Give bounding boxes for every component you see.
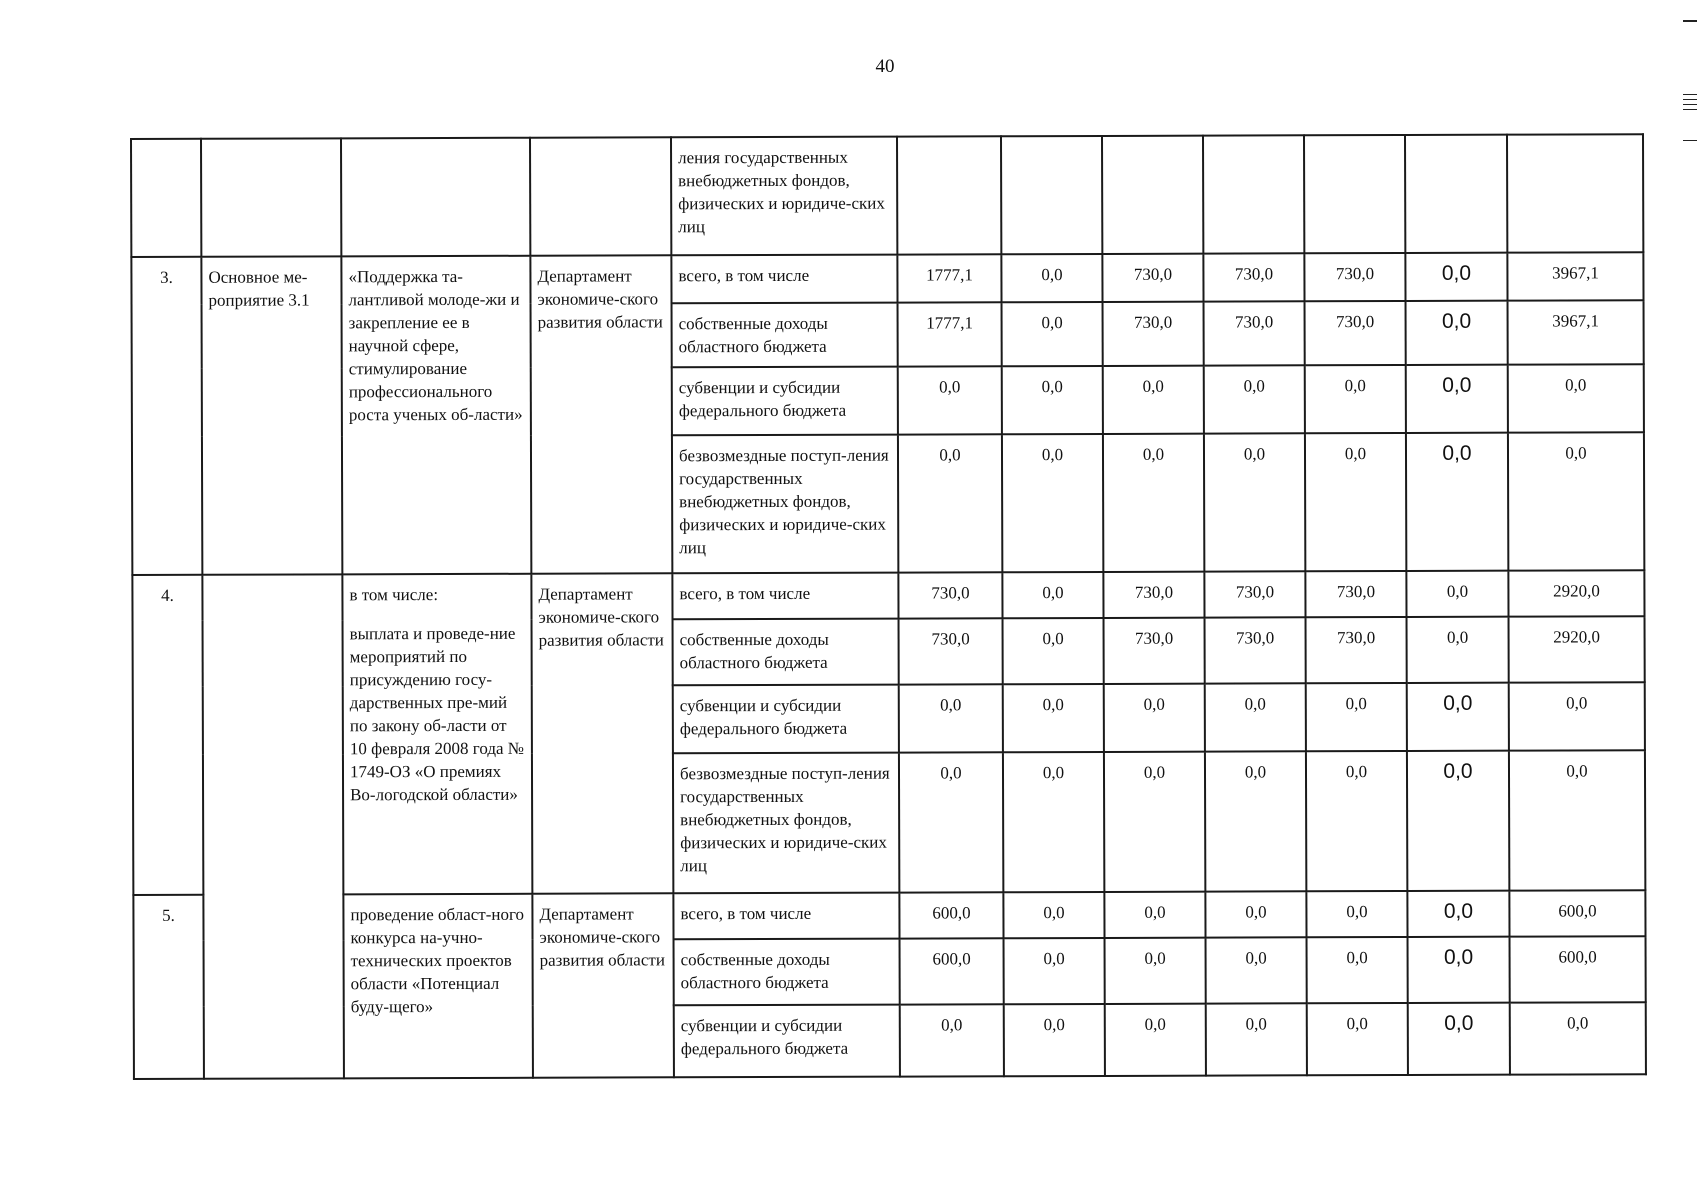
- source-cell: безвозмездные поступ-ления государственных внебюджетных фондов, физических и юридиче-ских лиц: [673, 753, 899, 894]
- cell-empty: [131, 139, 201, 257]
- event-name-cell: проведение област-ного конкурса на-учно-технических проектов области «Потенциал буду-щего»: [343, 894, 533, 1079]
- cell-empty: [201, 138, 341, 256]
- value-cell: 0,0: [1002, 366, 1103, 434]
- source-cell: собственные доходы областного бюджета: [672, 303, 898, 368]
- value-cell: 0,0: [1305, 365, 1406, 433]
- event-name: выплата и проведе-ние мероприятий по присуждению госу-дарственных пре-мий по закону об-ласти от 10 февраля 2008 года № 1749-ОЗ «О премиях Во-логодской области»: [349, 623, 525, 805]
- value-cell: 730,0: [1102, 254, 1203, 302]
- value-cell: 730,0: [898, 572, 1002, 618]
- value-cell: 2920,0: [1508, 570, 1644, 616]
- value-cell: 0,0: [1205, 751, 1306, 891]
- event-name-header: в том числе:: [349, 585, 439, 605]
- value-cell: 0,0: [1206, 937, 1307, 1003]
- value-cell: 600,0: [1509, 890, 1645, 936]
- scan-edge-marks: [1683, 20, 1697, 145]
- table-row-continued: [131, 134, 1643, 257]
- value-cell: 0,0: [1205, 683, 1306, 751]
- source-cell: собственные доходы областного бюджета: [673, 619, 899, 686]
- value-cell: 600,0: [900, 938, 1004, 1004]
- status-cell: [202, 574, 344, 1078]
- value-cell: 730,0: [1304, 253, 1405, 301]
- value-cell: 0,0: [1206, 1003, 1307, 1075]
- value-cell: 2920,0: [1509, 616, 1645, 682]
- value-cell: 0,0: [1406, 433, 1508, 571]
- executor-cell: Департамент экономиче-ского развития области: [530, 255, 672, 573]
- cell-empty: [897, 136, 1001, 254]
- table-row: [133, 890, 1645, 941]
- cell-empty: [1102, 136, 1203, 254]
- value-cell: 0,0: [1406, 365, 1508, 433]
- row-number: 5.: [133, 895, 204, 1079]
- cell-empty: [1507, 134, 1643, 252]
- value-cell: 0,0: [1306, 751, 1407, 891]
- executor-cell: Департамент экономиче-ского развития области: [531, 573, 673, 893]
- value-cell: 730,0: [1104, 618, 1205, 684]
- cell-empty: [1001, 136, 1102, 254]
- table-row: [132, 570, 1644, 621]
- value-cell: 600,0: [1510, 936, 1646, 1002]
- value-cell: 0,0: [1408, 937, 1510, 1003]
- event-name-cell: [342, 574, 532, 895]
- value-cell: 0,0: [1003, 892, 1104, 938]
- cell-empty: [530, 137, 671, 255]
- value-cell: 0,0: [1104, 684, 1205, 752]
- value-cell: 730,0: [1204, 301, 1305, 365]
- value-cell: 0,0: [899, 684, 1003, 752]
- value-cell: 0,0: [1003, 752, 1104, 892]
- value-cell: 0,0: [1306, 891, 1407, 937]
- value-cell: 0,0: [1002, 434, 1103, 572]
- value-cell: 0,0: [1508, 364, 1644, 432]
- value-cell: 0,0: [1509, 682, 1645, 750]
- value-cell: 0,0: [1407, 891, 1509, 937]
- value-cell: 0,0: [898, 434, 1002, 572]
- value-cell: 730,0: [1103, 572, 1204, 618]
- value-cell: 730,0: [1203, 253, 1304, 301]
- budget-table: [130, 133, 1647, 1080]
- value-cell: 730,0: [1306, 617, 1407, 683]
- source-cell: субвенции и субсидии федерального бюджета: [674, 1005, 900, 1078]
- value-cell: 0,0: [1307, 1003, 1408, 1075]
- cell-empty: [1405, 135, 1507, 253]
- value-cell: 0,0: [1103, 366, 1204, 434]
- value-cell: 0,0: [1004, 1004, 1105, 1076]
- value-cell: 1777,1: [898, 302, 1002, 366]
- value-cell: 0,0: [1406, 571, 1508, 617]
- event-name-cell: «Поддержка та-лантливой молоде-жи и закрепление ее в научной сфере, стимулирование профессионального роста ученых об-ласти»: [341, 256, 531, 575]
- value-cell: 730,0: [1305, 301, 1406, 365]
- source-cell: безвозмездные поступ-ления государственных внебюджетных фондов, физических и юридиче-ских лиц: [672, 435, 898, 574]
- value-cell: 0,0: [1307, 937, 1408, 1003]
- value-cell: 0,0: [1104, 752, 1205, 892]
- value-cell: 600,0: [899, 892, 1003, 938]
- value-cell: 0,0: [900, 1004, 1004, 1076]
- executor-cell: Департамент экономиче-ского развития области: [532, 893, 674, 1077]
- value-cell: 3967,1: [1507, 252, 1643, 300]
- source-cell: всего, в том числе: [671, 255, 897, 304]
- value-cell: 0,0: [1001, 254, 1102, 302]
- value-cell: 0,0: [1104, 892, 1205, 938]
- value-cell: 730,0: [1205, 617, 1306, 683]
- value-cell: 0,0: [1103, 434, 1204, 572]
- value-cell: 0,0: [1205, 891, 1306, 937]
- value-cell: 0,0: [1002, 572, 1103, 618]
- value-cell: 0,0: [1508, 432, 1644, 570]
- value-cell: 0,0: [1510, 1002, 1646, 1074]
- value-cell: 0,0: [1509, 750, 1645, 890]
- value-cell: 730,0: [1103, 302, 1204, 366]
- value-cell: 0,0: [1003, 684, 1104, 752]
- row-number: 3.: [131, 257, 202, 575]
- value-cell: 730,0: [899, 618, 1003, 684]
- source-cell: ления государственных внебюджетных фондов, физических и юридиче-ских лиц: [671, 137, 897, 256]
- cell-empty: [1304, 135, 1405, 253]
- value-cell: 0,0: [1003, 618, 1104, 684]
- page-number: 40: [875, 56, 895, 77]
- value-cell: 0,0: [1306, 683, 1407, 751]
- value-cell: 0,0: [1204, 433, 1305, 571]
- value-cell: 730,0: [1204, 571, 1305, 617]
- source-cell: всего, в том числе: [673, 893, 899, 940]
- value-cell: 0,0: [1406, 301, 1508, 365]
- value-cell: 0,0: [899, 752, 1003, 892]
- source-cell: всего, в том числе: [672, 573, 898, 620]
- value-cell: 0,0: [1407, 751, 1509, 891]
- source-cell: собственные доходы областного бюджета: [674, 939, 900, 1006]
- cell-empty: [341, 138, 530, 257]
- value-cell: 0,0: [1407, 683, 1509, 751]
- value-cell: 730,0: [1305, 571, 1406, 617]
- cell-empty: [1203, 135, 1304, 253]
- value-cell: 0,0: [1105, 938, 1206, 1004]
- status-cell: Основное ме-роприятие 3.1: [201, 256, 342, 574]
- value-cell: 1777,1: [897, 254, 1001, 302]
- value-cell: 3967,1: [1508, 300, 1644, 364]
- value-cell: 0,0: [898, 366, 1002, 434]
- value-cell: 0,0: [1408, 1003, 1510, 1075]
- value-cell: 0,0: [1405, 253, 1507, 301]
- value-cell: 0,0: [1004, 938, 1105, 1004]
- value-cell: 0,0: [1305, 433, 1406, 571]
- source-cell: субвенции и субсидии федерального бюджета: [672, 367, 898, 436]
- row-number: 4.: [132, 575, 203, 895]
- table-row: [131, 252, 1643, 305]
- value-cell: 0,0: [1204, 365, 1305, 433]
- value-cell: 0,0: [1002, 302, 1103, 366]
- value-cell: 0,0: [1105, 1004, 1206, 1076]
- source-cell: субвенции и субсидии федерального бюджета: [673, 685, 899, 754]
- value-cell: 0,0: [1407, 617, 1509, 683]
